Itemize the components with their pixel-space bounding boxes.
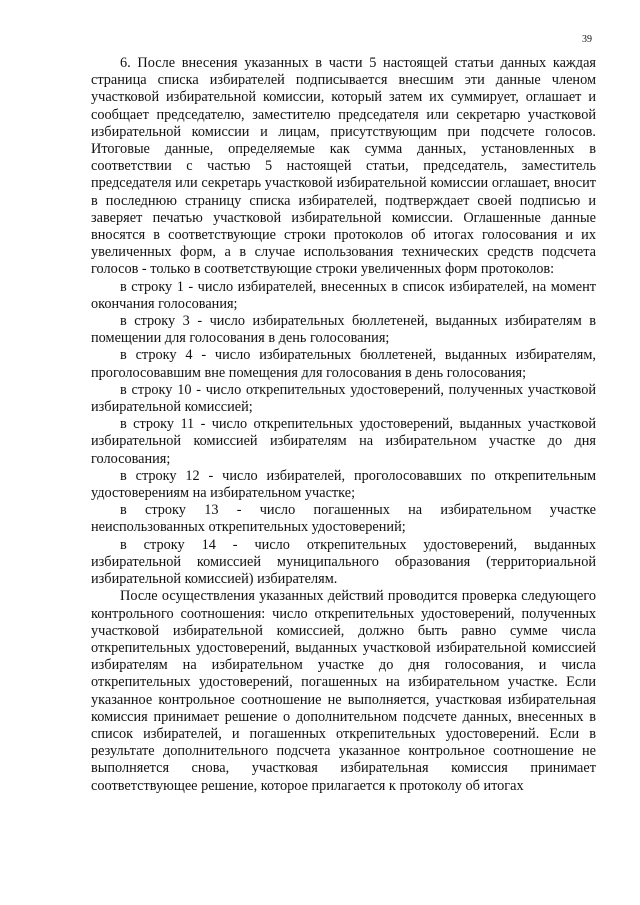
paragraph-line-4: в строку 4 - число избирательных бюллетеней, выданных избирателям, проголосовавшим вне помещения для голосования в день голосования; <box>91 347 596 381</box>
page-number: 39 <box>582 34 592 45</box>
paragraph-line-13: в строку 13 - число погашенных на избирательном участке неиспользованных открепительных удостоверений; <box>91 502 596 536</box>
paragraph-section-6: 6. После внесения указанных в части 5 настоящей статьи данных каждая страница списка избирателей подписывается внесшим эти данные членом участковой избирательной комиссии, который затем их суммирует, оглашает и сообщает председателю, заместителю председателя или секретарю участковой избирательной комиссии и лицам, присутствующим при подсчете голосов. Итоговые данные, определяемые как сумма данных, установленных в соответствии с частью 5 настоящей статьи, председатель, заместитель председателя или секретарь участковой избирательной комиссии оглашает, вносит в последнюю страницу списка избирателей, подтверждает своей подписью и заверяет печатью участковой избирательной комиссии. Оглашенные данные вносятся в соответствующие строки протоколов об итогах голосования и их увеличенных форм, а в случае использования технических средств подсчета голосов - только в соответствующие строки увеличенных форм протоколов: <box>91 55 596 278</box>
paragraph-line-14: в строку 14 - число открепительных удостоверений, выданных избирательной комиссией муниципального образования (территориальной избирательной комиссией) избирателям. <box>91 536 596 588</box>
document-body <box>91 55 596 795</box>
paragraph-control-check: После осуществления указанных действий проводится проверка следующего контрольного соотношения: число открепительных удостоверений, полученных участковой избирательной комиссией, должно быть равно сумме числа открепительных удостоверений, выданных участковой избирательной комиссией избирателям на избирательном участке до дня голосования, и числа открепительных удостоверений, погашенных на избирательном участке. Если указанное контрольное соотношение не выполняется, участковая избирательная комиссия принимает решение о дополнительном подсчете данных, внесенных в список избирателей, и погашенных открепительных удостоверений. Если в результате дополнительного подсчета указанное контрольное соотношение не выполняется снова, участковая избирательная комиссия принимает соответствующее решение, которое прилагается к протоколу об итогах <box>91 588 596 794</box>
paragraph-line-1: в строку 1 - число избирателей, внесенных в список избирателей, на момент окончания голосования; <box>91 278 596 312</box>
paragraph-line-12: в строку 12 - число избирателей, проголосовавших по открепительным удостоверениям на избирательном участке; <box>91 467 596 502</box>
paragraph-line-3: в строку 3 - число избирательных бюллетеней, выданных избирателям в помещении для голосования в день голосования; <box>91 313 596 347</box>
paragraph-line-10: в строку 10 - число открепительных удостоверений, полученных участковой избирательной комиссией; <box>91 381 596 416</box>
paragraph-line-11: в строку 11 - число открепительных удостоверений, выданных участковой избирательной комиссией избирателям на избирательном участке до дня голосования; <box>91 416 596 467</box>
